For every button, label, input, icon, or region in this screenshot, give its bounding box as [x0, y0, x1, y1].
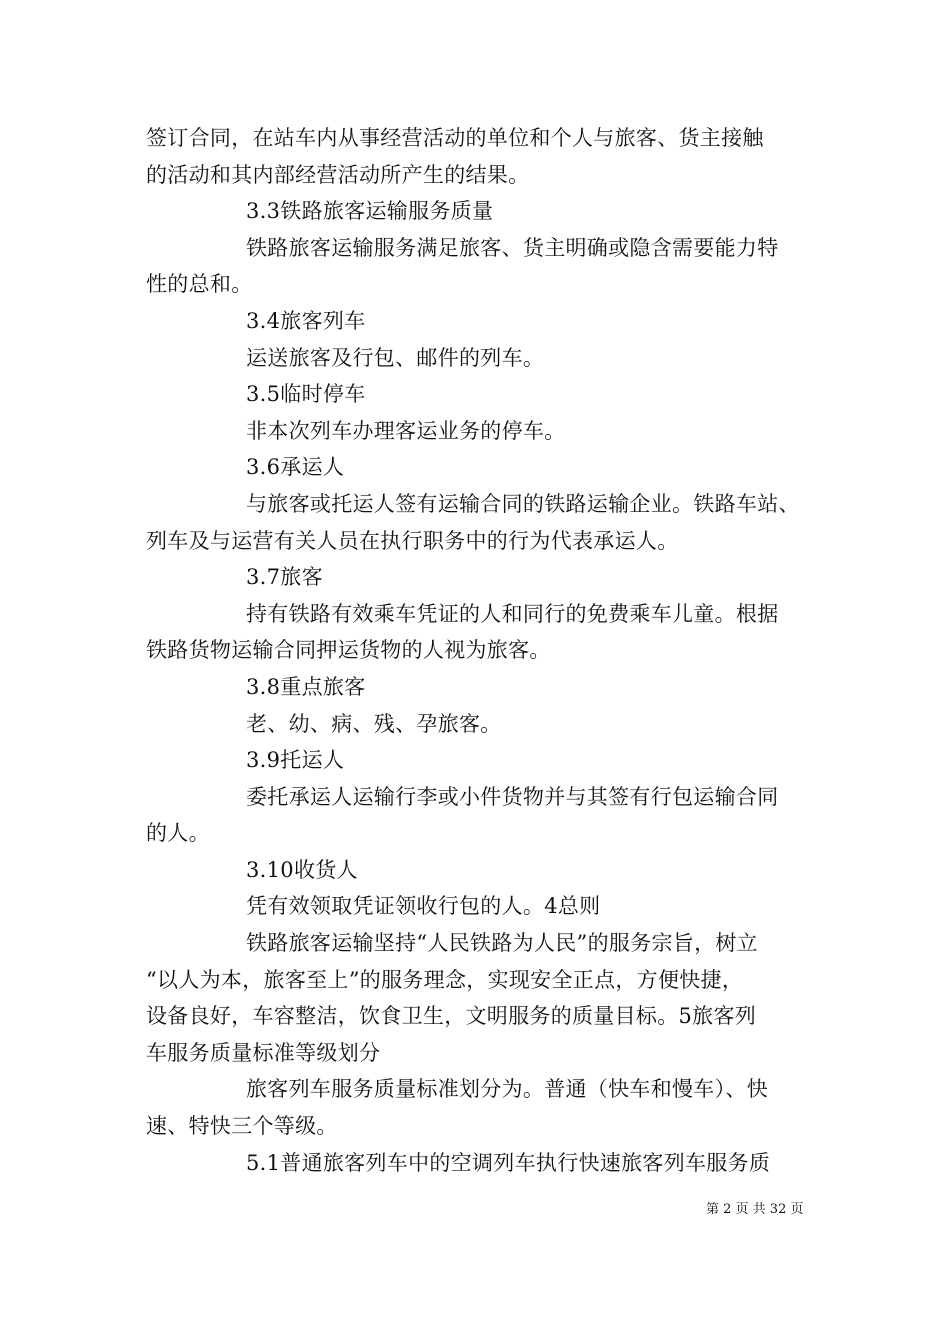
text-line: 旅客列车服务质量标准划分为。普通（快车和慢车）、快 [246, 1077, 768, 1102]
text-line: 车服务质量标准等级划分 [146, 1040, 381, 1065]
text-line: 3.3铁路旅客运输服务质量 [246, 199, 494, 224]
text-line: 的人。 [146, 821, 210, 846]
text-line: 凭有效领取凭证领收行包的人。4总则 [246, 894, 601, 919]
text-line: 3.6承运人 [246, 455, 345, 480]
text-line: 3.9托运人 [246, 748, 345, 773]
text-line: 非本次列车办理客运业务的停车。 [246, 418, 566, 443]
text-line: 老、幼、病、残、孕旅客。 [246, 711, 502, 736]
text-line: 铁路货物运输合同押运货物的人视为旅客。 [146, 638, 551, 663]
text-line: 3.7旅客 [246, 565, 323, 590]
text-line: 委托承运人运输行李或小件货物并与其签有行包运输合同 [246, 784, 779, 809]
text-line: 运送旅客及行包、邮件的列车。 [246, 345, 545, 370]
text-line: 签订合同，在站车内从事经营活动的单位和个人与旅客、货主接触 [146, 126, 764, 150]
text-line: 与旅客或托运人签有运输合同的铁路运输企业。铁路车站、 [246, 491, 800, 516]
text-line: 铁路旅客运输服务满足旅客、货主明确或隐含需要能力特 [246, 235, 779, 260]
text-line: 列车及与运营有关人员在执行职务中的行为代表承运人。 [146, 528, 679, 553]
text-line: 设备良好，车容整洁，饮食卫生，文明服务的质量目标。5旅客列 [146, 1004, 757, 1029]
text-line: 铁路旅客运输坚持“人民铁路为人民”的服务宗旨，树立 [246, 931, 758, 956]
text-line: 3.5临时停车 [246, 382, 366, 407]
page-number: 第 2 页 共 32 页 [706, 1202, 804, 1217]
text-line: 性的总和。 [146, 272, 253, 297]
text-line: “以人为本，旅客至上”的服务理念，实现安全正点，方便快捷， [146, 967, 744, 992]
text-line: 的活动和其内部经营活动所产生的结果。 [146, 162, 530, 187]
text-line: 3.8重点旅客 [246, 674, 366, 699]
text-line: 5.1普通旅客列车中的空调列车执行快速旅客列车服务质 [246, 1150, 771, 1175]
text-line: 3.4旅客列车 [246, 308, 366, 333]
text-line: 速、特快三个等级。 [146, 1114, 338, 1139]
text-line: 持有铁路有效乘车凭证的人和同行的免费乘车儿童。根据 [246, 601, 779, 626]
body-text [146, 120, 836, 1181]
text-line: 3.10收货人 [246, 857, 358, 882]
